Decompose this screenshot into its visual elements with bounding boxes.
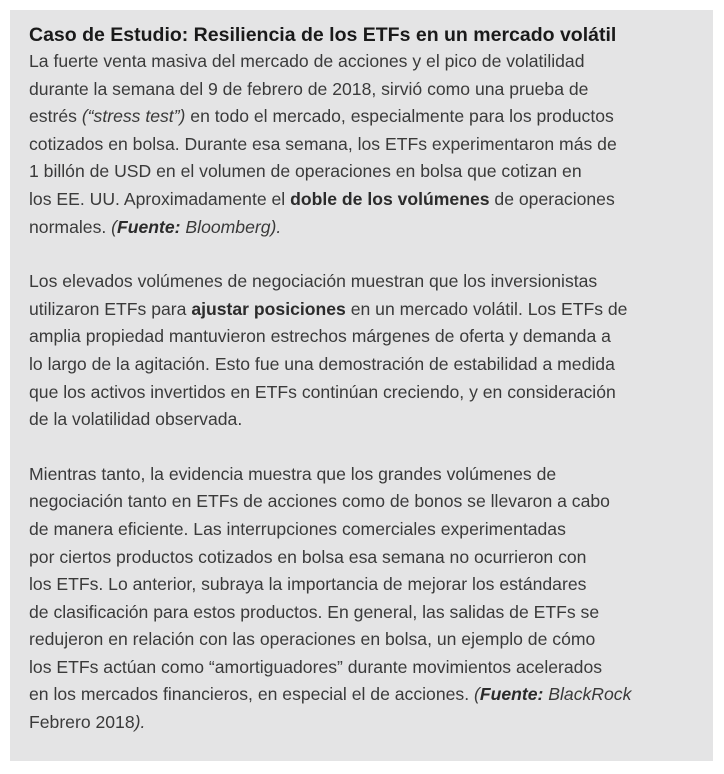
highlight-double-volumes: doble de los volúmenes [290,188,490,209]
p3-line [29,681,697,709]
text-segment: en un mercado volátil. Los ETFs de [345,298,628,319]
source-date: Febrero 2018 [29,712,135,733]
p2-line: Los elevados volúmenes de negociación muestran que los inversionistas [29,271,598,292]
p3-line: de clasificación para estos productos. En general, las salidas de ETFs se [29,601,600,622]
p1-line [29,103,697,131]
p2-line [29,296,697,324]
text-segment: en los mercados financieros, en especial el de acciones. [29,684,474,705]
text-segment: en todo el mercado, especialmente para los productos [185,106,614,127]
case-study-title: Caso de Estudio: Resiliencia de los ETFs en un mercado volátil [29,24,617,46]
p1-line: durante la semana del 9 de febrero de 2018, sirvió como una prueba de [29,78,589,99]
p3-line: los ETFs actúan como “amortiguadores” durante movimientos acelerados [29,656,603,677]
case-study-box [10,10,713,761]
p3-line: de manera eficiente. Las interrupciones comerciales experimentadas [29,518,566,539]
p2-line: lo largo de la agitación. Esto fue una demostración de estabilidad a medida [29,353,615,374]
text-segment: estrés [29,106,82,127]
p1-line [29,186,697,214]
text-segment: normales. [29,216,112,237]
p2-line: amplia propiedad mantuvieron estrechos márgenes de oferta y demanda a [29,326,611,347]
p1-line [29,214,697,242]
source-open: ( [473,684,480,705]
p3-line: negociación tanto en ETFs de acciones como de bonos se llevaron a cabo [29,491,610,512]
paragraph-1 [29,48,697,241]
source-blackrock: BlackRock [543,684,632,705]
text-segment: de operaciones [489,188,615,209]
highlight-adjust-positions: ajustar posiciones [191,298,346,319]
p1-line: cotizados en bolsa. Durante esa semana, los ETFs experimentaron más de [29,133,617,154]
text-segment: utilizaron ETFs para [29,298,192,319]
source-close: ). [134,712,146,733]
paragraph-2 [29,268,697,434]
source-label: Fuente: [117,216,181,237]
p3-line [29,709,697,737]
p3-line: redujeron en relación con las operaciones en bolsa, un ejemplo de cómo [29,629,596,650]
text-segment: los EE. UU. Aproximadamente el [29,188,291,209]
p1-line: 1 billón de USD en el volumen de operaciones en bolsa que cotizan en [29,161,582,182]
p3-line: por ciertos productos cotizados en bolsa esa semana no ocurrieron con [29,546,587,567]
p3-line: Mientras tanto, la evidencia muestra que los grandes volúmenes de [29,463,557,484]
source-bloomberg: Bloomberg). [180,216,282,237]
stress-test-term: (“stress test”) [81,106,186,127]
paragraph-3 [29,461,697,737]
p1-line: La fuerte venta masiva del mercado de acciones y el pico de volatilidad [29,51,585,71]
p3-line: los ETFs. Lo anterior, subraya la importancia de mejorar los estándares [29,574,587,595]
p2-line: de la volatilidad observada. [29,409,243,430]
p2-line: que los activos invertidos en ETFs continúan creciendo, y en consideración [29,381,616,402]
source-open: ( [111,216,117,237]
source-label: Fuente: [479,684,544,705]
